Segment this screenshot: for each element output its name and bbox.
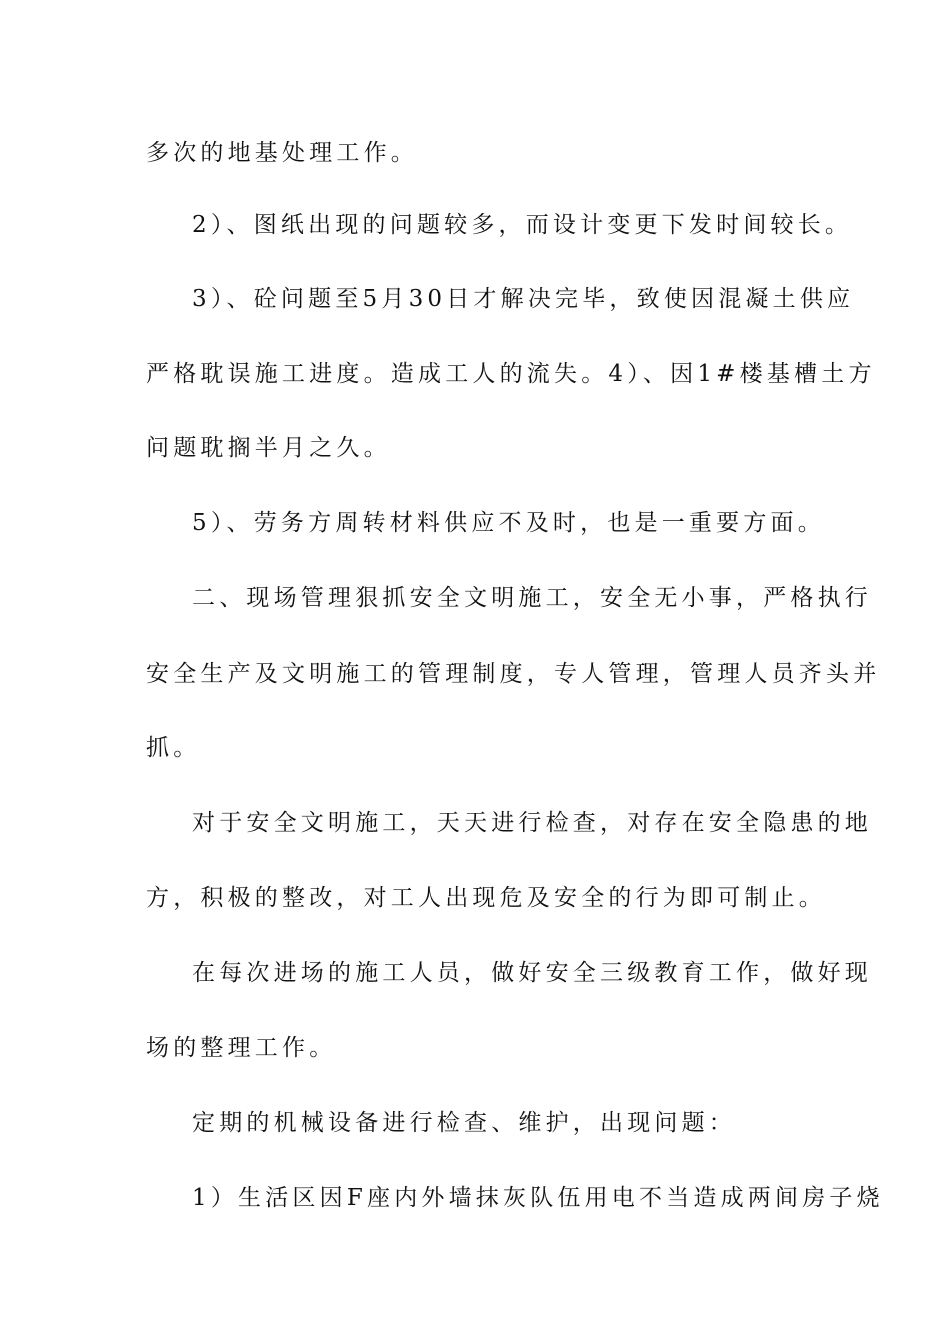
text-line: 问题耽搁半月之久。	[146, 435, 391, 461]
text-line: 方，积极的整改，对工人出现危及安全的行为即可制止。	[146, 885, 826, 911]
text-line: 场的整理工作。	[146, 1035, 337, 1061]
text-line: 多次的地基处理工作。	[146, 140, 418, 166]
text-line: 安全生产及文明施工的管理制度，专人管理，管理人员齐头并	[146, 661, 881, 687]
text-line: 1）生活区因F座内外墙抹灰队伍用电不当造成两间房子烧	[192, 1185, 884, 1211]
text-line: 抓。	[146, 735, 201, 761]
text-line: 2）、图纸出现的问题较多，而设计变更下发时间较长。	[192, 212, 853, 238]
text-line: 3）、砼问题至5月30日才解决完毕，致使因混凝土供应	[192, 286, 855, 312]
text-line: 严格耽误施工进度。造成工人的流失。4）、因1#楼基槽土方	[146, 361, 876, 387]
text-line: 定期的机械设备进行检查、维护，出现问题：	[192, 1110, 736, 1136]
text-line: 对于安全文明施工，天天进行检查，对存在安全隐患的地	[192, 810, 872, 836]
text-line: 5）、劳务方周转材料供应不及时，也是一重要方面。	[192, 510, 825, 536]
text-line: 在每次进场的施工人员，做好安全三级教育工作，做好现	[192, 960, 872, 986]
text-line: 二、现场管理狠抓安全文明施工，安全无小事，严格执行	[192, 585, 872, 611]
